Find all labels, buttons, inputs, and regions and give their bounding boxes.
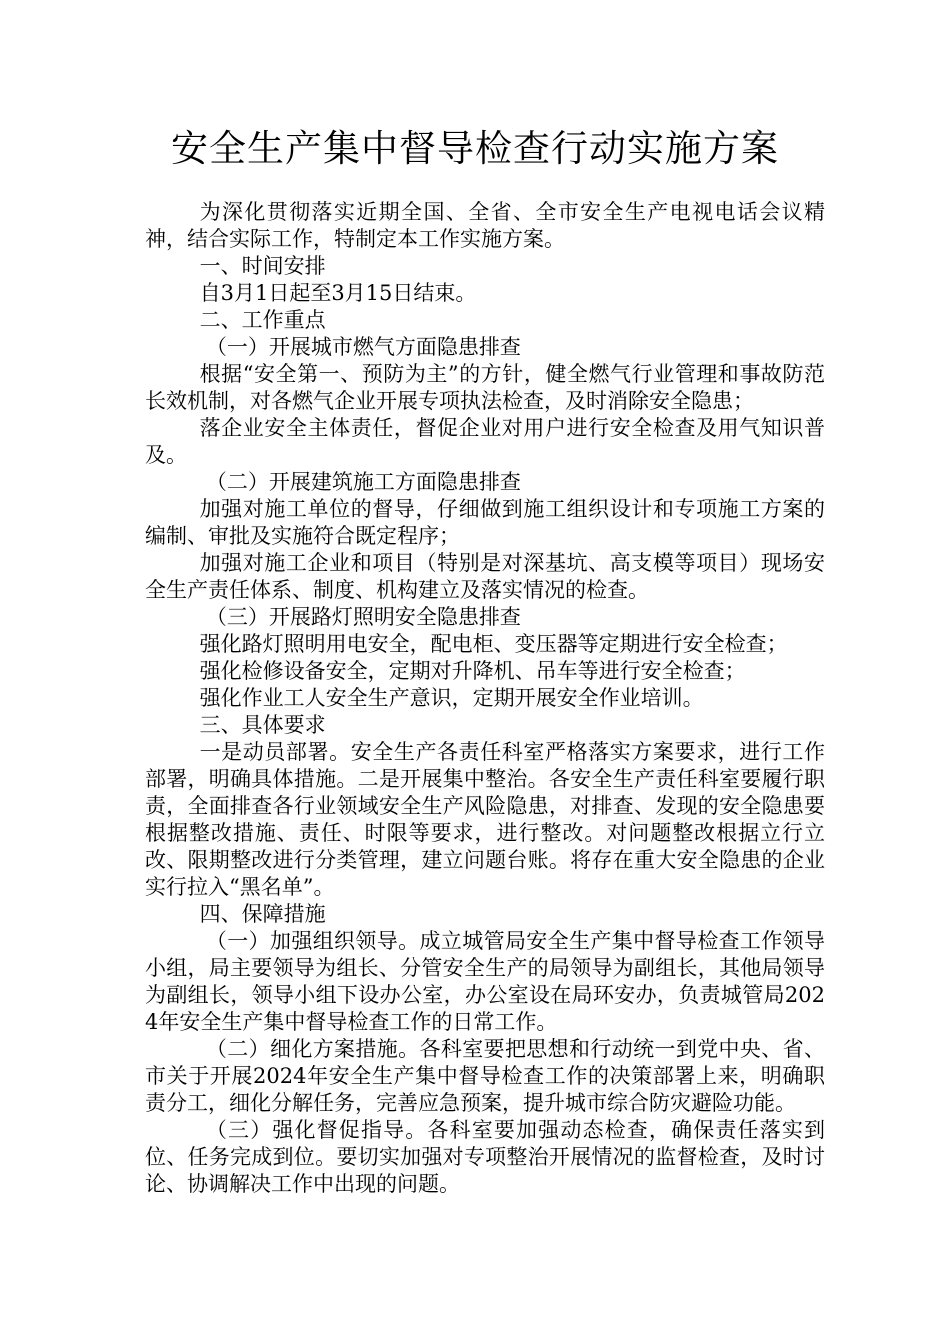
section-heading-requirements: 三、具体要求: [199, 713, 326, 737]
paragraph: 一是动员部署。安全生产各责任科室严格落实方案要求，进行工作部署，明确具体措施。二是开展集中整治。各安全生产责任科室要履行职责，全面排查各行业领域安全生产风险隐患，对排查、发现的安全隐患要根据整改措施、责任、时限等要求，进行整改。对问题整改根据立行立改、限期整改进行分类管理，建立问题台账。将存在重大安全隐患的企业实行拉入“黑名单”。: [145, 740, 825, 899]
paragraph: 强化作业工人安全生产意识，定期开展安全作业培训。: [199, 686, 704, 710]
document-title: 安全生产集中督导检查行动实施方案: [171, 127, 779, 170]
paragraph: （二）细化方案措施。各科室要把思想和行动统一到党中央、省、市关于开展2024年安全生产集中督导检查工作的决策部署上来，明确职责分工，细化分解任务，完善应急预案，提升城市综合防灾避险功能。: [145, 1037, 825, 1115]
intro-paragraph: 为深化贯彻落实近期全国、全省、全市安全生产电视电话会议精神，结合实际工作，特制定本工作实施方案。: [145, 200, 825, 251]
document-body: [145, 199, 825, 1198]
subsection-heading-gas: （一）开展城市燃气方面隐患排查: [205, 335, 521, 359]
paragraph: （三）强化督促指导。各科室要加强动态检查，确保责任落实到位、任务完成到位。要切实加强对专项整治开展情况的监督检查，及时讨论、协调解决工作中出现的问题。: [145, 1118, 825, 1196]
paragraph: 强化检修设备安全，定期对升降机、吊车等进行安全检查；: [199, 659, 746, 683]
paragraph: 加强对施工企业和项目（特别是对深基坑、高支模等项目）现场安全生产责任体系、制度、机构建立及落实情况的检查。: [145, 551, 825, 602]
paragraph: 自3月1日起至3月15日结束。: [199, 281, 477, 305]
subsection-heading-construction: （二）开展建筑施工方面隐患排查: [205, 470, 521, 494]
paragraph: 根据“安全第一、预防为主”的方针，健全燃气行业管理和事故防范长效机制，对各燃气企业开展专项执法检查，及时消除安全隐患；: [145, 362, 825, 413]
paragraph: 加强对施工单位的督导，仔细做到施工组织设计和专项施工方案的编制、审批及实施符合既定程序；: [145, 497, 825, 548]
subsection-heading-streetlight: （三）开展路灯照明安全隐患排查: [205, 605, 521, 629]
paragraph: 强化路灯照明用电安全，配电柜、变压器等定期进行安全检查；: [199, 632, 788, 656]
section-heading-safeguards: 四、保障措施: [199, 902, 326, 926]
paragraph: 落企业安全主体责任，督促企业对用户进行安全检查及用气知识普及。: [145, 416, 825, 467]
section-heading-schedule: 一、时间安排: [199, 254, 326, 278]
section-heading-focus: 二、工作重点: [199, 308, 326, 332]
paragraph: （一）加强组织领导。成立城管局安全生产集中督导检查工作领导小组，局主要领导为组长、分管安全生产的局领导为副组长，其他局领导为副组长，领导小组下设办公室，办公室设在局环安办，负责城管局2024年安全生产集中督导检查工作的日常工作。: [145, 929, 825, 1034]
